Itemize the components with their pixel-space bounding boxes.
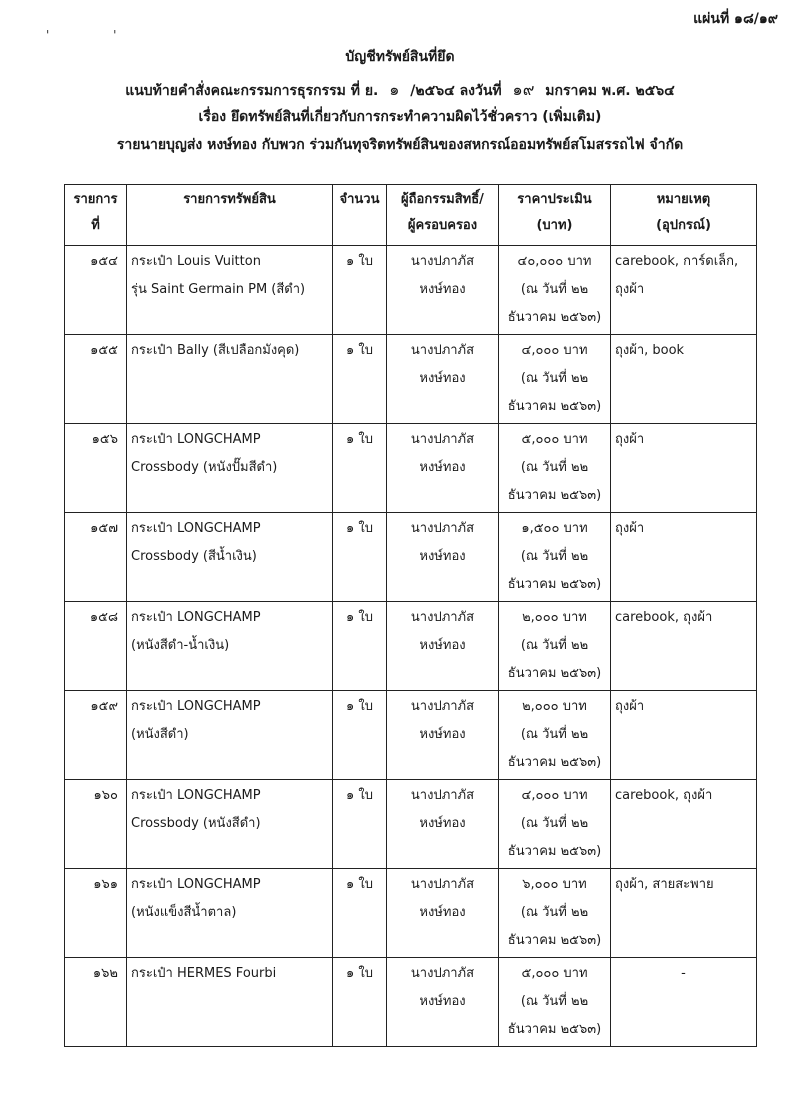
- cell-owner: นางปภาภัส หงษ์ทอง: [387, 958, 499, 1047]
- cell-no: ๑๖๒: [65, 958, 127, 1047]
- cell-qty: ๑ ใบ: [333, 869, 387, 958]
- order-day: ๑๙: [512, 80, 535, 99]
- column-header-item: รายการทรัพย์สิน: [127, 185, 333, 246]
- cell-item: กระเป๋า LONGCHAMP (หนังสีดำ): [127, 691, 333, 780]
- table-row: [65, 958, 757, 1047]
- order-reference: [0, 78, 800, 103]
- cell-no: ๑๕๘: [65, 602, 127, 691]
- order-prefix: แนบท้ายคำสั่งคณะกรรมการธุรกรรม ที่ ย.: [125, 83, 379, 99]
- case-description: รายนายบุญส่ง หงษ์ทอง กับพวก ร่วมกันทุจริตทรัพย์สินของสหกรณ์ออมทรัพย์สโมสรรถไฟ จำกัด: [116, 137, 684, 153]
- cell-no: ๑๕๖: [65, 424, 127, 513]
- cell-note: ถุงผ้า: [611, 513, 757, 602]
- cell-owner: นางปภาภัส หงษ์ทอง: [387, 869, 499, 958]
- cell-no: ๑๕๔: [65, 246, 127, 335]
- cell-qty: ๑ ใบ: [333, 958, 387, 1047]
- cell-item: กระเป๋า Bally (สีเปลือกมังคุด): [127, 335, 333, 424]
- cell-price: ๑,๕๐๐ บาท (ณ วันที่ ๒๒ ธันวาคม ๒๕๖๓): [499, 513, 611, 602]
- sheet-number: แผ่นที่ ๑๘/๑๙: [693, 11, 778, 27]
- table-row: [65, 602, 757, 691]
- cell-note: ถุงผ้า, สายสะพาย: [611, 869, 757, 958]
- cell-qty: ๑ ใบ: [333, 602, 387, 691]
- order-number: ๑: [389, 80, 400, 99]
- cell-price: ๒,๐๐๐ บาท (ณ วันที่ ๒๒ ธันวาคม ๒๕๖๓): [499, 691, 611, 780]
- table-row: [65, 424, 757, 513]
- cell-item: กระเป๋า LONGCHAMP Crossbody (สีน้ำเงิน): [127, 513, 333, 602]
- cell-item: กระเป๋า LONGCHAMP Crossbody (หนังปั๊มสีดำ): [127, 424, 333, 513]
- cell-note: ถุงผ้า, book: [611, 335, 757, 424]
- column-header-qty: จำนวน: [333, 185, 387, 246]
- cell-owner: นางปภาภัส หงษ์ทอง: [387, 335, 499, 424]
- cell-no: ๑๖๑: [65, 869, 127, 958]
- cell-qty: ๑ ใบ: [333, 424, 387, 513]
- column-header-price: ราคาประเมิน (บาท): [499, 185, 611, 246]
- cell-item: กระเป๋า Louis Vuitton รุ่น Saint Germain PM (สีดำ): [127, 246, 333, 335]
- cell-note: ถุงผ้า: [611, 691, 757, 780]
- cell-owner: นางปภาภัส หงษ์ทอง: [387, 780, 499, 869]
- cell-qty: ๑ ใบ: [333, 246, 387, 335]
- order-suffix: มกราคม พ.ศ. ๒๕๖๔: [545, 83, 675, 99]
- cell-item: กระเป๋า LONGCHAMP (หนังสีดำ-น้ำเงิน): [127, 602, 333, 691]
- asset-table: [64, 184, 757, 1047]
- cell-price: ๒,๐๐๐ บาท (ณ วันที่ ๒๒ ธันวาคม ๒๕๖๓): [499, 602, 611, 691]
- cell-qty: ๑ ใบ: [333, 691, 387, 780]
- table-row: [65, 780, 757, 869]
- cell-owner: นางปภาภัส หงษ์ทอง: [387, 424, 499, 513]
- cell-qty: ๑ ใบ: [333, 780, 387, 869]
- column-header-note: หมายเหตุ (อุปกรณ์): [611, 185, 757, 246]
- cell-note: carebook, การ์ดเล็ก, ถุงผ้า: [611, 246, 757, 335]
- cell-price: ๔,๐๐๐ บาท (ณ วันที่ ๒๒ ธันวาคม ๒๕๖๓): [499, 780, 611, 869]
- scan-marks: ' ': [46, 28, 147, 42]
- table-row: [65, 513, 757, 602]
- table-row: [65, 246, 757, 335]
- cell-no: ๑๖๐: [65, 780, 127, 869]
- cell-note: carebook, ถุงผ้า: [611, 780, 757, 869]
- cell-item: กระเป๋า LONGCHAMP (หนังแข็งสีน้ำตาล): [127, 869, 333, 958]
- cell-note: ถุงผ้า: [611, 424, 757, 513]
- column-header-owner: ผู้ถือกรรมสิทธิ์/ ผู้ครอบครอง: [387, 185, 499, 246]
- cell-note: -: [611, 958, 757, 1047]
- cell-owner: นางปภาภัส หงษ์ทอง: [387, 246, 499, 335]
- cell-price: ๖,๐๐๐ บาท (ณ วันที่ ๒๒ ธันวาคม ๒๕๖๓): [499, 869, 611, 958]
- order-mid: /๒๕๖๔ ลงวันที่: [410, 83, 502, 99]
- cell-price: ๕,๐๐๐ บาท (ณ วันที่ ๒๒ ธันวาคม ๒๕๖๓): [499, 958, 611, 1047]
- table-header-row: [65, 185, 757, 246]
- document-title: บัญชีทรัพย์สินที่ยึด: [345, 49, 455, 65]
- cell-no: ๑๕๕: [65, 335, 127, 424]
- table-row: [65, 869, 757, 958]
- cell-no: ๑๕๙: [65, 691, 127, 780]
- cell-owner: นางปภาภัส หงษ์ทอง: [387, 513, 499, 602]
- cell-owner: นางปภาภัส หงษ์ทอง: [387, 602, 499, 691]
- cell-qty: ๑ ใบ: [333, 513, 387, 602]
- cell-note: carebook, ถุงผ้า: [611, 602, 757, 691]
- document-subject: เรื่อง ยึดทรัพย์สินที่เกี่ยวกับการกระทำความผิดไว้ชั่วคราว (เพิ่มเติม): [198, 109, 602, 125]
- cell-price: ๕,๐๐๐ บาท (ณ วันที่ ๒๒ ธันวาคม ๒๕๖๓): [499, 424, 611, 513]
- cell-item: กระเป๋า HERMES Fourbi: [127, 958, 333, 1047]
- table-row: [65, 335, 757, 424]
- table-row: [65, 691, 757, 780]
- cell-owner: นางปภาภัส หงษ์ทอง: [387, 691, 499, 780]
- cell-no: ๑๕๗: [65, 513, 127, 602]
- cell-price: ๔๐,๐๐๐ บาท (ณ วันที่ ๒๒ ธันวาคม ๒๕๖๓): [499, 246, 611, 335]
- column-header-no: รายการ ที่: [65, 185, 127, 246]
- cell-item: กระเป๋า LONGCHAMP Crossbody (หนังสีดำ): [127, 780, 333, 869]
- cell-qty: ๑ ใบ: [333, 335, 387, 424]
- cell-price: ๔,๐๐๐ บาท (ณ วันที่ ๒๒ ธันวาคม ๒๕๖๓): [499, 335, 611, 424]
